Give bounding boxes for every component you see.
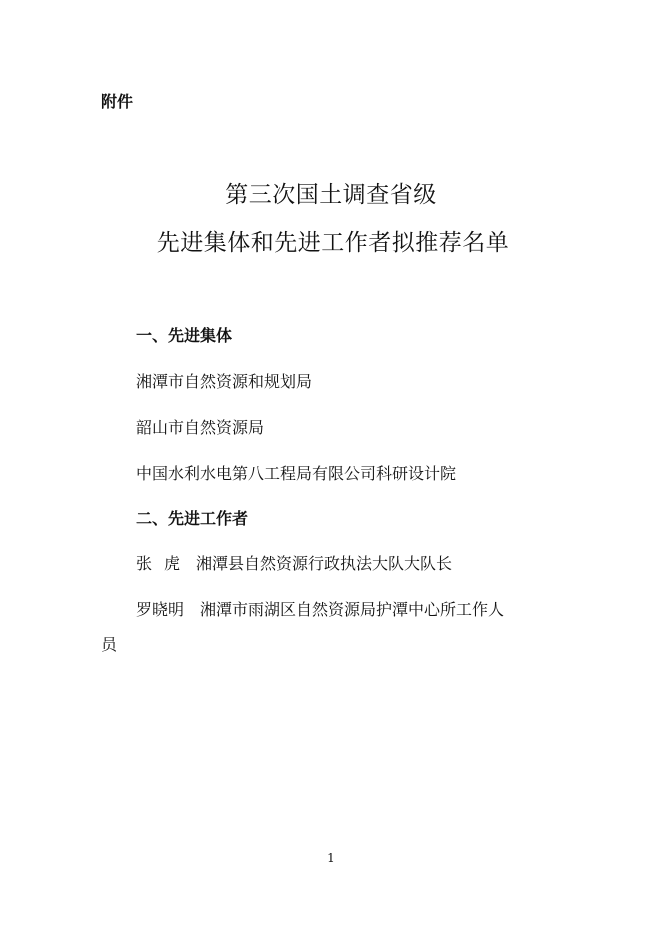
collective-item: 湘潭市自然资源和规划局 (136, 372, 313, 391)
title-line-1: 第三次国土调查省级 (225, 182, 437, 208)
collective-item: 韶山市自然资源局 (136, 418, 265, 437)
page-number: 1 (327, 851, 335, 865)
worker-name: 罗晓明 (136, 600, 185, 619)
worker-description-continued: 员 (101, 635, 118, 654)
worker-name-part: 张 (136, 554, 153, 573)
worker-description: 湘潭市雨湖区自然资源局护潭中心所工作人 (200, 600, 505, 619)
worker-name-part: 虎 (164, 554, 181, 573)
worker-entry (136, 553, 452, 575)
collective-item: 中国水利水电第八工程局有限公司科研设计院 (136, 464, 457, 483)
attachment-label: 附件 (101, 92, 134, 111)
title-line-2: 先进集体和先进工作者拟推荐名单 (156, 230, 510, 256)
worker-description: 湘潭县自然资源行政执法大队大队长 (196, 554, 453, 573)
section-heading-collectives: 一、先进集体 (136, 326, 233, 345)
section-heading-workers: 二、先进工作者 (136, 509, 249, 528)
worker-entry (136, 599, 504, 621)
